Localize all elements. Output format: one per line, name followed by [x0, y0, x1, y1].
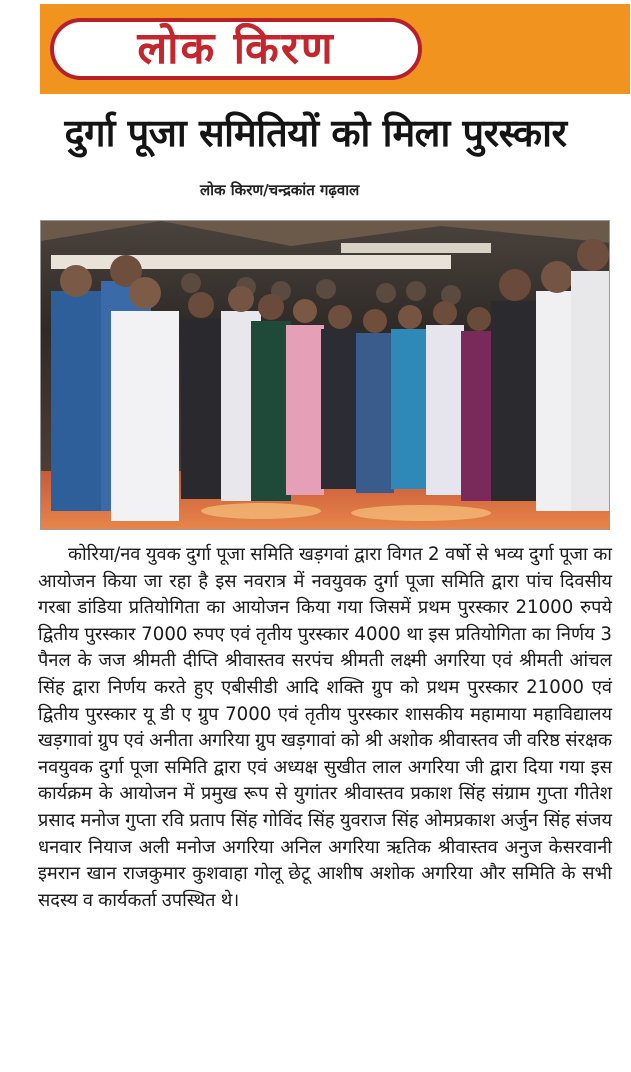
newspaper-logo	[50, 18, 422, 80]
article-headline: दुर्गा पूजा समितियों को मिला पुरस्कार	[64, 111, 567, 155]
article-byline: लोक किरण/चन्द्रकांत गढ़वाल	[200, 181, 360, 199]
masthead-banner	[40, 4, 630, 94]
group-photo-illustration	[41, 221, 610, 530]
newspaper-logo-text: लोक किरण	[137, 23, 335, 74]
article-body: कोरिया/नव युवक दुर्गा पूजा समिति खड़गवां द्वारा विगत 2 वर्षो से भव्य दुर्गा पूजा का आयोजन किया जा रहा है इस नवरात्र में नवयुवक दुर्गा पूजा समिति द्वारा पांच दिवसीय गरबा डांडिया प्रतियोगिता का आयोजन किया गया जिसमें प्रथम पुरस्कार 21000 रुपये द्वितीय पुरस्कार 7000 रुपए एवं तृतीय पुरस्कार 4000 था इस प्रतियोगिता का निर्णय 3 पैनल के जज श्रीमती दीप्ति श्रीवास्तव सरपंच श्रीमती लक्ष्मी अगरिया एवं श्रीमती आंचल सिंह द्वारा निर्णय करते हुए एबीसीडी आदि शक्ति ग्रुप को प्रथम पुरस्कार 21000 एवं द्वितीय पुरस्कार यू डी ए ग्रुप 7000 एवं तृतीय पुरस्कार शासकीय महामाया महाविद्यालय खड़गावां ग्रुप एवं अनीता अगरिया ग्रुप खड़गावां को श्री अशोक श्रीवास्तव जी वरिष्ठ संरक्षक नवयुवक दुर्गा पूजा समिति द्वारा एवं अध्यक्ष सुखीत लाल अगरिया जी द्वारा दिया गया इस कार्यक्रम के आयोजन में प्रमुख रूप से युगांतर श्रीवास्तव प्रकाश सिंह संग्राम गुप्ता गीतेश प्रसाद मनोज गुप्ता रवि प्रताप सिंह गोविंद सिंह युवराज सिंह ओमप्रकाश अर्जुन सिंह संजय धनवार नियाज अली मनोज अगरिया अनिल अगरिया ऋतिक श्रीवास्तव अनुज केसरवानी इमरान खान राजकुमार कुशवाहा गोलू छेटू आशीष अशोक अगरिया और समिति के सभी सदस्य व कार्यकर्ता उपस्थित थे।	[38, 544, 612, 911]
group-photo	[40, 220, 610, 530]
